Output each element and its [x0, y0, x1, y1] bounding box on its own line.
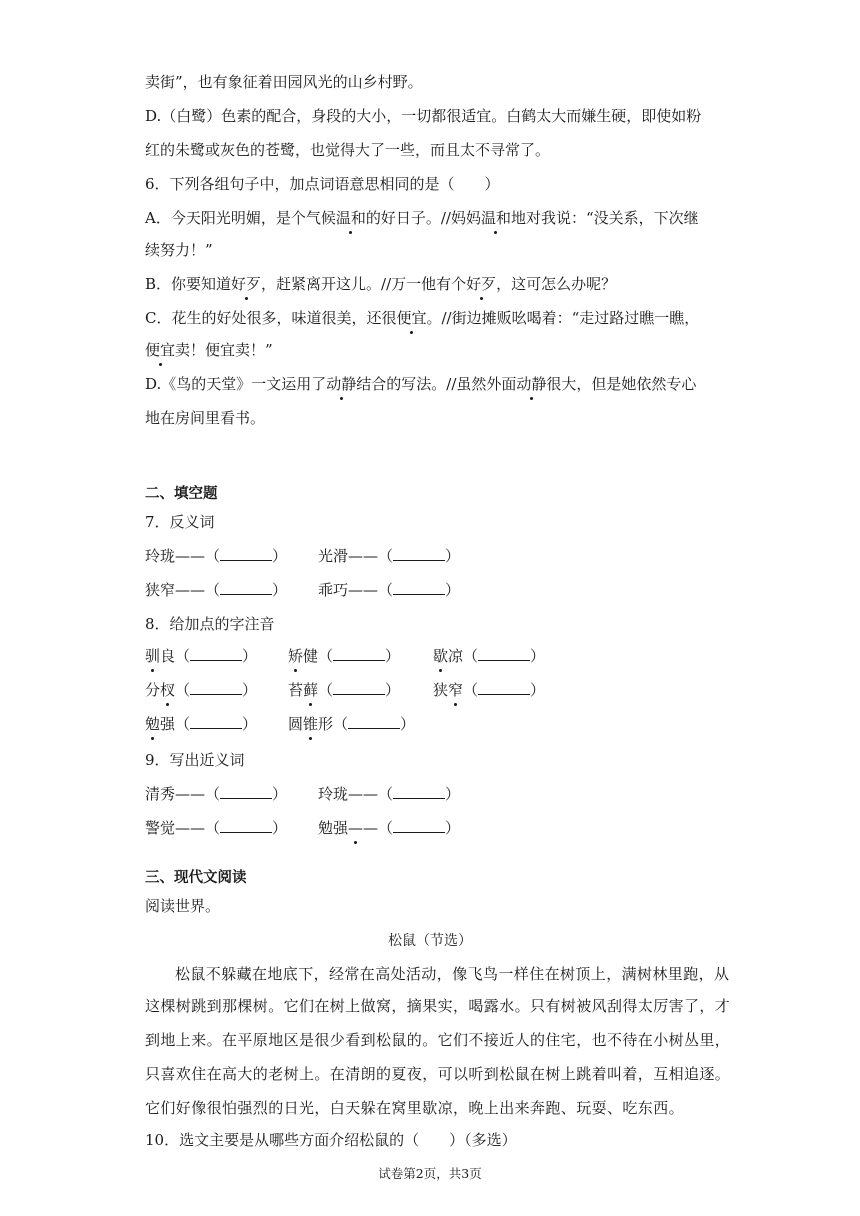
answer-blank[interactable]	[220, 818, 272, 833]
option-d-prev: D.（白鹭）色素的配合，身段的大小，一切都很适宜。白鹤太大而嫌生硬，即使如粉	[145, 107, 702, 125]
answer-blank[interactable]	[393, 546, 445, 561]
q7-item: 乖巧——（ ）	[318, 581, 461, 599]
answer-blank[interactable]	[348, 714, 400, 729]
passage-line: 它们好像很怕强烈的日光，白天躲在窝里歇凉，晚上出来奔跑、玩耍、吃东西。	[145, 1099, 685, 1117]
passage-line: 只喜欢住在高大的老树上。在清朗的夏夜，可以听到松鼠在树上跳着叫着，互相追逐。	[145, 1065, 731, 1083]
q8-item: 矫健（ ）	[288, 647, 401, 665]
q6-option-a: A．今天阳光明媚，是个气候温和的好日子。//妈妈温和地对我说：“没关系，下次继	[145, 209, 699, 227]
q7-item: 光滑——（ ）	[318, 547, 461, 565]
answer-blank[interactable]	[190, 714, 242, 729]
dotted-word: 好歹	[466, 275, 497, 293]
section-heading: 二、填空题	[145, 486, 218, 502]
q6-option-a-cont: 续努力！”	[145, 241, 213, 259]
q8-item: 圆锥形（ ）	[288, 715, 416, 733]
q8-item: 勉强（ ）	[145, 715, 258, 733]
answer-blank[interactable]	[220, 580, 272, 595]
answer-blank[interactable]	[393, 784, 445, 799]
q9-item: 勉强——（ ）	[318, 819, 461, 837]
q8-item: 歇凉（ ）	[433, 647, 546, 665]
page-footer: 试卷第2页，共3页	[378, 1166, 482, 1181]
q7-item: 狭窄——（ ）	[145, 581, 288, 599]
reading-intro: 阅读世界。	[145, 897, 221, 915]
passage-line: 到地上来。在平原地区是很少看到松鼠的。它们不接近人的住宅，也不待在小树丛里，	[145, 1031, 731, 1049]
answer-blank[interactable]	[220, 546, 272, 561]
answer-blank[interactable]	[393, 580, 445, 595]
question-8-stem: 8．给加点的字注音	[145, 615, 275, 633]
passage-line: 松鼠不躲藏在地底下，经常在高处活动，像飞鸟一样住在树顶上，满树林里跑，从	[175, 965, 730, 983]
question-9-stem: 9．写出近义词	[145, 751, 245, 769]
answer-blank[interactable]	[393, 818, 445, 833]
answer-blank[interactable]	[333, 646, 385, 661]
dotted-word: 温和	[480, 209, 511, 227]
q9-item: 警觉——（ ）	[145, 819, 288, 837]
dotted-word: 好歹	[231, 275, 262, 293]
question-6-stem: 6．下列各组句子中，加点词语意思相同的是（ ）	[145, 175, 500, 193]
text-line: 红的朱鹭或灰色的苍鹭，也觉得大了一些，而且太不寻常了。	[145, 141, 551, 159]
question-10-stem: 10．选文主要是从哪些方面介绍松鼠的（ ）（多选）	[145, 1131, 517, 1149]
q6-option-c-cont: 便宜卖！便宜卖！”	[145, 341, 273, 359]
dotted-word: 动静	[516, 375, 547, 393]
answer-blank[interactable]	[220, 784, 272, 799]
q7-item: 玲珑——（ ）	[145, 547, 288, 565]
q8-item: 分杈（ ）	[145, 681, 258, 699]
q8-item: 苔藓（ ）	[288, 681, 401, 699]
dotted-word: 便宜	[145, 341, 176, 359]
q6-option-c: C．花生的好处很多，味道很美，还很便宜。//街边摊贩吆喝着：“走过路过瞧一瞧，	[145, 309, 700, 327]
q6-option-d-cont: 地在房间里看书。	[145, 409, 266, 427]
q8-item: 驯良（ ）	[145, 647, 258, 665]
q9-item: 清秀——（ ）	[145, 785, 288, 803]
answer-blank[interactable]	[478, 680, 530, 695]
passage-line: 这棵树跳到那棵树。它们在树上做窝，摘果实，喝露水。只有树被风刮得太厉害了，才	[145, 997, 731, 1015]
answer-blank[interactable]	[478, 646, 530, 661]
dotted-word: 温和	[335, 209, 366, 227]
section-heading: 三、现代文阅读	[145, 870, 247, 886]
answer-blank[interactable]	[190, 646, 242, 661]
dotted-word: 动静	[326, 375, 357, 393]
q6-option-b: B．你要知道好歹，赶紧离开这儿。//万一他有个好歹，这可怎么办呢？	[145, 275, 617, 293]
q6-option-d: D.《鸟的天堂》一文运用了动静结合的写法。//虽然外面动静很大，但是她依然专心	[145, 375, 697, 393]
text-line: 卖街”，也有象征着田园风光的山乡村野。	[145, 73, 423, 91]
q9-item: 玲珑——（ ）	[318, 785, 461, 803]
question-7-stem: 7．反义词	[145, 513, 215, 531]
passage-title: 松鼠（节选）	[388, 933, 472, 949]
q8-item: 狭窄（ ）	[433, 681, 546, 699]
answer-blank[interactable]	[333, 680, 385, 695]
answer-blank[interactable]	[190, 680, 242, 695]
dotted-word: 便宜	[396, 309, 427, 327]
